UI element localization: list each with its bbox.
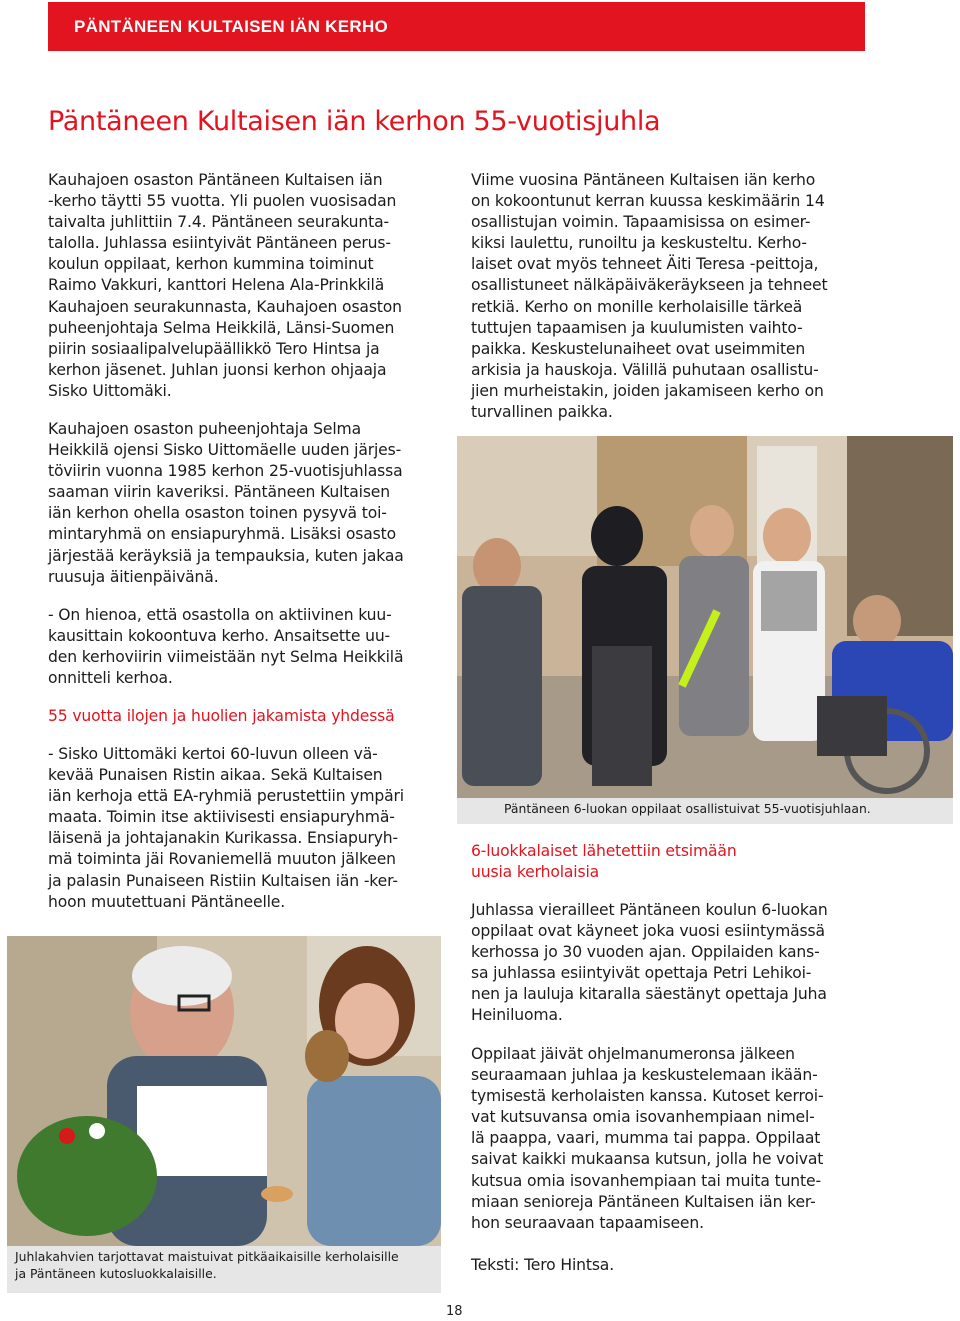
coffee-photo-caption: Juhlakahvien tarjottavat maistuivat pitkäaikaisille kerholaisille ja Päntäneen kutosluokkalaisille.: [7, 1246, 441, 1293]
right-subheading: 6-luokkalaiset lähetettiin etsimään uusia kerholaisia: [471, 842, 737, 882]
coffee-photo: [7, 936, 441, 1246]
students-photo: [457, 436, 953, 798]
left-paragraph-2: Kauhajoen osaston puheenjohtaja Selma Heikkilä ojensi Sisko Uittomäelle uuden järjes- töviirin vuonna 1985 kerhon 25-vuotisjuhlassa saaman viirin kaveriksi. Päntäneen Kultaisen iän kerhon ohella osaston toinen pysyvä toi- mintaryhmä on ensiapuryhmä. Lisäksi osasto järjestää keräyksiä ja tempauksia, kuten jakaa ruusuja äitienpäivänä.: [48, 420, 404, 586]
right-paragraph-3: Oppilaat jäivät ohjelmanumeronsa jälkeen seuraamaan juhlaa ja keskustelemaan ikään- tymisestä kerholaisten kanssa. Kutoset kerroi- vat kutsuvansa omia isovanhempiaan nimel- lä paappa, vaari, mumma tai pappa. Oppilaat saivat kaikki mukaansa kutsun, jolla he voivat kutsua omia isovanhempiaan tai muita tunte- miaan senioreja Päntäneen Kultaisen iän ker- hon seuraavaan tapaamiseen.: [471, 1045, 824, 1232]
left-paragraph-1: Kauhajoen osaston Päntäneen Kultaisen iän -kerho täytti 55 vuotta. Yli puolen vuosisadan taivalta juhlittiin 7.4. Päntäneen seurakunta- talolla. Juhlassa esiintyivät Päntäneen perus- koulun oppilaat, kerhon kummina toiminut Raimo Vakkuri, kanttori Helena Ala-Prinkkilä Kauhajoen seurakunnasta, Kauhajoen osaston puheenjohtaja Selma Heikkilä, Länsi-Suomen piirin sosiaalipalvelupäällikkö Tero Hintsa ja kerhon jäsenet. Juhlan juonsi kerhon ohjaaja Sisko Uittomäki.: [48, 171, 402, 400]
left-paragraph-4: - Sisko Uittomäki kertoi 60-luvun olleen vä- kevää Punaisen Ristin aikaa. Sekä Kultaisen iän kerhoja että EA-ryhmiä perustettiin ympäri maata. Toimin itse aktiivisesti ensiapuryhmä- läisenä ja johtajanakin Kurikassa. Ensiapuryh- mä toiminta jäi Rovaniemellä muuton jälkeen ja palasin Punaiseen Ristiin Kultaisen iän -ker- hoon muutettuani Päntäneelle.: [48, 745, 404, 911]
right-paragraph-2: Juhlassa vierailleet Päntäneen koulun 6-luokan oppilaat ovat käyneet joka vuosi esiintymässä kerhossa jo 30 vuoden ajan. Oppilaiden kans- sa juhlassa esiintyivät opettaja Petri Lehikoi- nen ja lauluja kitaralla säestänyt opettaja Juha Heiniluoma.: [471, 901, 828, 1025]
article-credit: Teksti: Tero Hintsa.: [471, 1256, 615, 1274]
students-photo-illustration: [457, 436, 953, 798]
students-photo-caption: Päntäneen 6-luokan oppilaat osallistuivat 55-vuotisjuhlaan.: [457, 798, 953, 824]
left-paragraph-3: - On hienoa, että osastolla on aktiivinen kuu- kausittain kokoontuva kerho. Ansaitsette uu- den kerhoviirin viimeistään nyt Selma Heikkilä onnitteli kerhoa.: [48, 606, 404, 688]
section-label: PÄNTÄNEEN KULTAISEN IÄN KERHO: [74, 17, 389, 36]
article-title: Päntäneen Kultaisen iän kerhon 55-vuotisjuhla: [48, 106, 661, 137]
left-subheading: 55 vuotta ilojen ja huolien jakamista yhdessä: [48, 707, 395, 725]
coffee-photo-illustration: [7, 936, 441, 1246]
section-banner: [48, 2, 865, 51]
page-number: 18: [446, 1304, 463, 1319]
right-paragraph-1: Viime vuosina Päntäneen Kultaisen iän kerho on kokoontunut kerran kuussa keskimäärin 14 osallistujan voimin. Tapaamisissa on esimer- kiksi laulettu, runoiltu ja keskusteltu. Kerho- laiset ovat myös tehneet Äiti Teresa -peittoja, osallistuneet nälkäpäiväkeräykseen ja tehneet retkiä. Kerho on monille kerholaisille tärkeä tuttujen tapaamisen ja kuulumisten vaihto- paikka. Keskustelunaiheet ovat useimmiten arkisia ja hauskoja. Välillä puhutaan osallistu- jien murheistakin, joiden jakamiseen kerho on turvallinen paikka.: [471, 171, 828, 422]
